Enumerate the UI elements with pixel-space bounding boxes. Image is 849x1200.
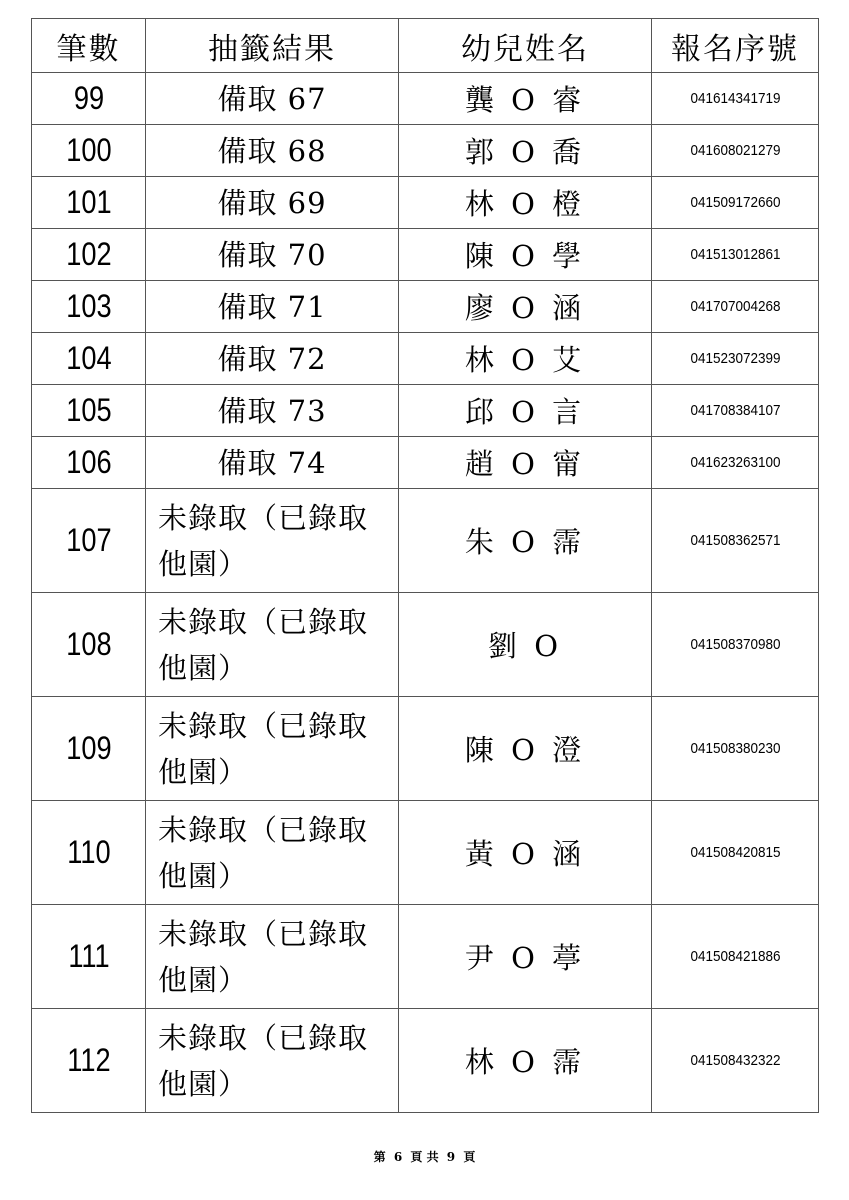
table-row: [32, 281, 819, 333]
table-row: [32, 1009, 819, 1113]
cell-serial: 041608021279: [660, 125, 810, 177]
cell-result: [146, 385, 399, 437]
table-row: [32, 333, 819, 385]
cell-name: 陳 O 澄: [399, 697, 652, 801]
cell-result: [146, 437, 399, 489]
cell-name: 劉 O: [399, 593, 652, 697]
cell-result: [146, 73, 399, 125]
footer-middle: 頁 共: [410, 1150, 439, 1164]
cell-result-text: 未錄取（已錄取他園）: [158, 500, 369, 581]
cell-serial: 041508370980: [660, 593, 810, 697]
cell-serial: 041707004268: [660, 281, 810, 333]
footer-page-number: 6: [393, 1150, 403, 1164]
cell-name: 黃 O 涵: [399, 801, 652, 905]
cell-result-text: 未錄取（已錄取他園）: [158, 708, 369, 789]
cell-result-text: 備取 69: [217, 185, 327, 220]
cell-result-text: 未錄取（已錄取他園）: [158, 916, 369, 997]
footer-prefix: 第: [373, 1150, 386, 1164]
cell-result-text: 備取 74: [217, 445, 327, 480]
cell-count: 100: [40, 125, 137, 177]
cell-result: [146, 333, 399, 385]
cell-serial: 041508432322: [660, 1009, 810, 1113]
cell-count: 99: [40, 73, 137, 125]
table-row: [32, 229, 819, 281]
cell-serial: 041508421886: [660, 905, 810, 1009]
cell-count: 112: [40, 1009, 137, 1113]
table-row: [32, 73, 819, 125]
cell-name: 郭 O 喬: [399, 125, 652, 177]
cell-result-text: 未錄取（已錄取他園）: [158, 604, 369, 685]
cell-serial: 041509172660: [660, 177, 810, 229]
cell-result: [146, 489, 399, 593]
cell-serial: 041614341719: [660, 73, 810, 125]
cell-result-text: 未錄取（已錄取他園）: [158, 1020, 369, 1101]
cell-result: [146, 905, 399, 1009]
cell-result-text: 備取 67: [217, 81, 327, 116]
cell-result: [146, 593, 399, 697]
cell-result-text: 備取 72: [217, 341, 327, 376]
cell-result: [146, 801, 399, 905]
header-serial: 報名序號: [652, 19, 819, 73]
header-name: 幼兒姓名: [399, 19, 652, 73]
cell-result-text: 備取 73: [217, 393, 327, 428]
table-row: [32, 385, 819, 437]
lottery-results-table: [31, 18, 819, 1113]
cell-result: [146, 229, 399, 281]
table-row: [32, 801, 819, 905]
table-row: [32, 437, 819, 489]
cell-count: 104: [40, 333, 137, 385]
cell-result: [146, 697, 399, 801]
header-count: 筆數: [32, 19, 146, 73]
cell-count: 111: [40, 905, 137, 1009]
cell-name: 林 O 霈: [399, 1009, 652, 1113]
cell-name: 林 O 橙: [399, 177, 652, 229]
footer-total-pages: 9: [446, 1150, 456, 1164]
cell-serial: 041623263100: [660, 437, 810, 489]
cell-serial: 041513012861: [660, 229, 810, 281]
cell-count: 105: [40, 385, 137, 437]
cell-name: 林 O 艾: [399, 333, 652, 385]
cell-count: 101: [40, 177, 137, 229]
cell-name: 陳 O 學: [399, 229, 652, 281]
cell-result: [146, 1009, 399, 1113]
footer-suffix: 頁: [463, 1150, 476, 1164]
table-row: [32, 593, 819, 697]
cell-result-text: 備取 71: [217, 289, 327, 324]
cell-count: 109: [40, 697, 137, 801]
cell-result-text: 未錄取（已錄取他園）: [158, 812, 369, 893]
cell-name: 龔 O 睿: [399, 73, 652, 125]
cell-result: [146, 125, 399, 177]
cell-serial: 041523072399: [660, 333, 810, 385]
cell-result-text: 備取 70: [217, 237, 327, 272]
cell-result-text: 備取 68: [217, 133, 327, 168]
cell-count: 103: [40, 281, 137, 333]
table-row: [32, 489, 819, 593]
table-header-row: [32, 19, 819, 73]
header-result: 抽籤結果: [146, 19, 399, 73]
cell-name: 趙 O 甯: [399, 437, 652, 489]
cell-count: 108: [40, 593, 137, 697]
table-row: [32, 905, 819, 1009]
cell-serial: 041508420815: [660, 801, 810, 905]
cell-result: [146, 177, 399, 229]
cell-serial: 041708384107: [660, 385, 810, 437]
cell-count: 107: [40, 489, 137, 593]
table-body: [32, 73, 819, 1113]
cell-name: 廖 O 涵: [399, 281, 652, 333]
cell-count: 110: [40, 801, 137, 905]
cell-result: [146, 281, 399, 333]
cell-name: 朱 O 霈: [399, 489, 652, 593]
cell-name: 邱 O 言: [399, 385, 652, 437]
cell-count: 102: [40, 229, 137, 281]
table-row: [32, 177, 819, 229]
page-footer: [0, 1148, 849, 1165]
cell-count: 106: [40, 437, 137, 489]
cell-serial: 041508380230: [660, 697, 810, 801]
cell-name: 尹 O 葶: [399, 905, 652, 1009]
cell-serial: 041508362571: [660, 489, 810, 593]
table-row: [32, 125, 819, 177]
table-row: [32, 697, 819, 801]
